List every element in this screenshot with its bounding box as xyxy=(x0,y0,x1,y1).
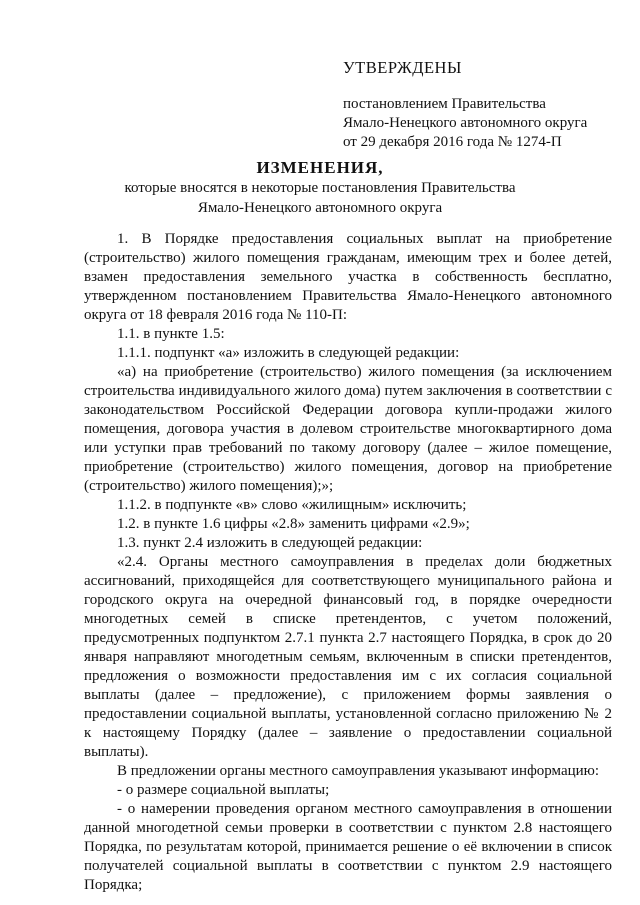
document-subtitle-line: которые вносятся в некоторые постановления Правительства xyxy=(124,180,516,196)
approval-block xyxy=(343,58,623,152)
quoted-subpoint-a: «а) на приобретение (строительство) жилого помещения (за исключением строительства индивидуального жилого дома) путем заключения в соответствии с законодательством Российской Федерации договора купли-продажи жилого помещения, договора участия в долевом строительстве многоквартирного дома или уступки прав требований по такому договору (далее – жилое помещение, приобретение (строительство) жилого помещения, договор на приобретение (строительство) жилого помещения);»; xyxy=(84,364,612,494)
paragraph-1-3: 1.3. пункт 2.4 изложить в следующей редакции: xyxy=(117,535,423,551)
approval-line: от 29 декабря 2016 года № 1274-П xyxy=(343,134,562,150)
approval-heading: УТВЕРЖДЕНЫ xyxy=(343,58,462,77)
document-subtitle-line: Ямало-Ненецкого автономного округа xyxy=(197,199,443,216)
paragraph-1-1-2: 1.1.2. в подпункте «в» слово «жилищным» исключить; xyxy=(117,497,467,513)
offer-item-inspection: - о намерении проведения органом местного самоуправления в отношении данной многодетной семьи проверки в соответствии с пунктом 2.8 настоящего Порядка, по результатам которой, принимается решение о её включении в список получателей социальной выплаты в соответствии с пунктом 2.9 настоящего Порядка; xyxy=(84,801,612,893)
quoted-point-2-4: «2.4. Органы местного самоуправления в пределах доли бюджетных ассигнований, приходящейся для соответствующего муниципального района и городского округа на очередной финансовый год, в порядке очередности многодетных семей в списке претендентов, с учетом положений, предусмотренных подпунктом 2.7.1 пункта 2.7 настоящего Порядка, в срок до 20 января направляют многодетным семьям, включенным в списки претендентов, предложения о возможности предоставления им с их согласия социальной выплаты (далее – предложение), с приложением формы заявления о предоставлении социальной выплаты, установленной согласно приложению № 2 к настоящему Порядку (далее – заявление о предоставлении социальной выплаты). xyxy=(84,554,612,760)
offer-intro: В предложении органы местного самоуправления указывают информацию: xyxy=(117,763,600,779)
paragraph-1-2: 1.2. в пункте 1.6 цифры «2.8» заменить цифрами «2.9»; xyxy=(117,516,470,532)
paragraph-1: 1. В Порядке предоставления социальных выплат на приобретение (строительство) жилого помещения гражданам, имеющим трех и более детей, взамен предоставления земельного участка в собственность бесплатно, утвержденном постановлением Правительства Ямало-Ненецкого автономного округа от 18 февраля 2016 года № 110-П: xyxy=(84,231,612,323)
approval-line: постановлением Правительства xyxy=(343,96,546,112)
offer-item-amount: - о размере социальной выплаты; xyxy=(117,782,330,798)
document-title: ИЗМЕНЕНИЯ, xyxy=(256,158,384,177)
paragraph-1-1: 1.1. в пункте 1.5: xyxy=(117,326,225,342)
document-body xyxy=(84,230,612,895)
paragraph-1-1-1: 1.1.1. подпункт «а» изложить в следующей редакции: xyxy=(117,345,460,361)
approval-line: Ямало-Ненецкого автономного округа xyxy=(343,115,588,131)
document-title-block xyxy=(40,157,600,218)
